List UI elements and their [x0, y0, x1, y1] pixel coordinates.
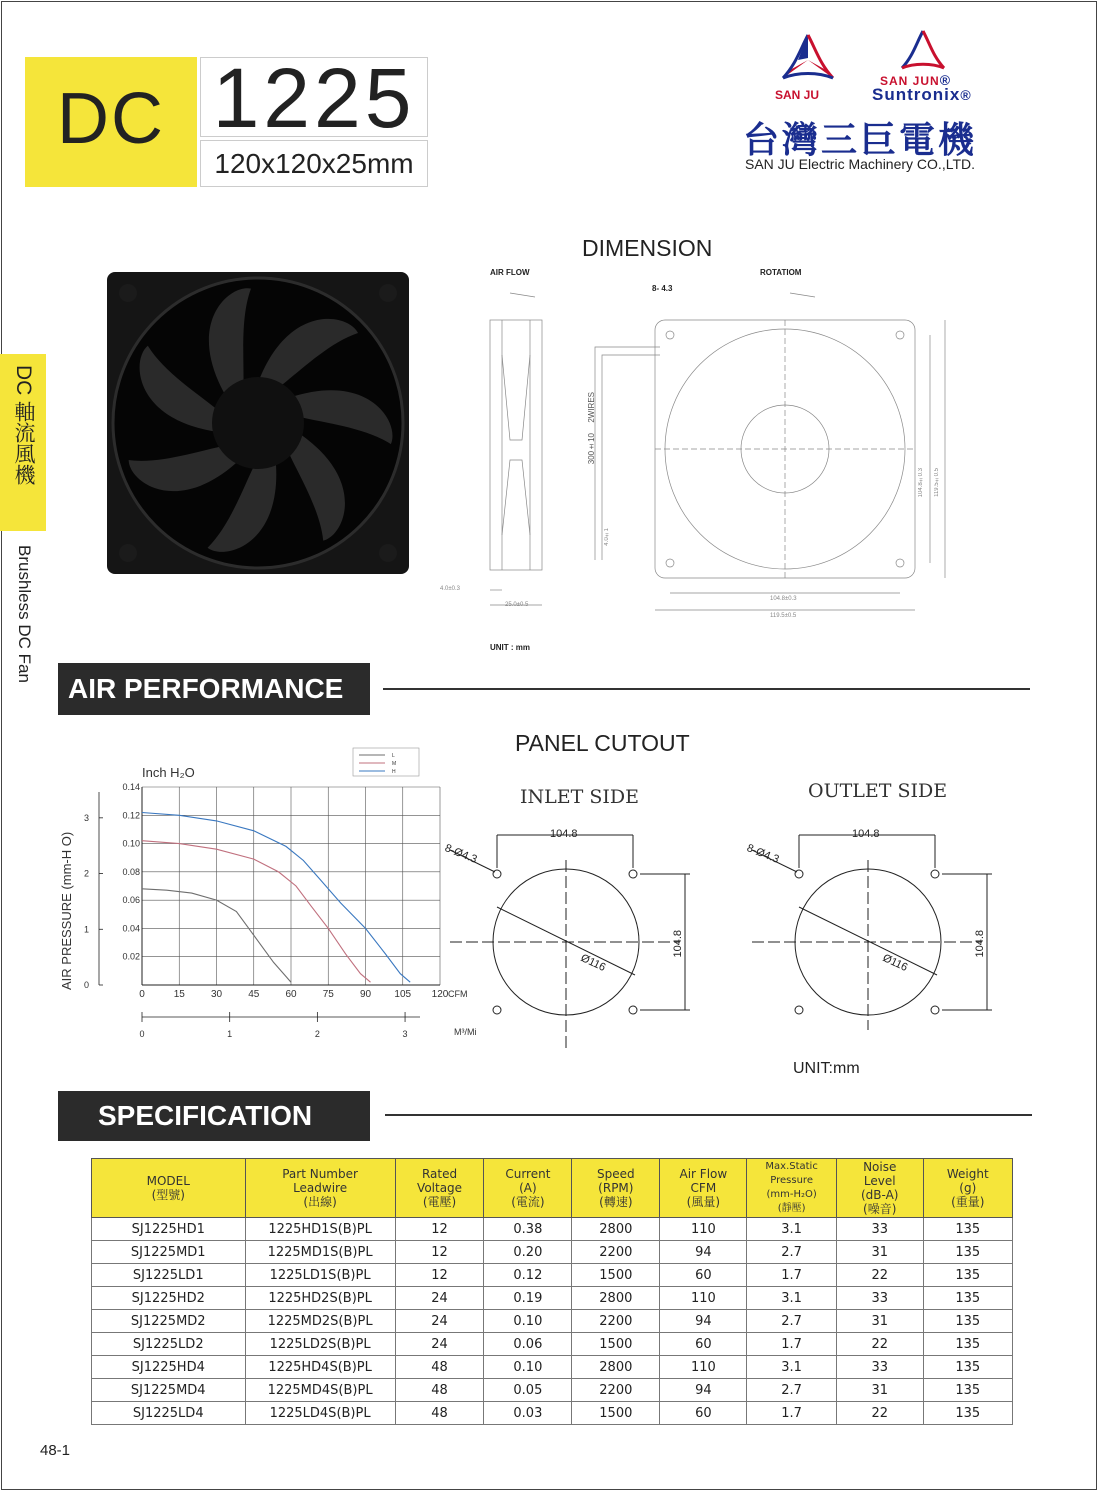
x-tick-label: 30 [210, 989, 223, 1000]
spec-cell: 0.06 [484, 1333, 572, 1356]
side-category-cn: DC 軸流風機 [12, 365, 35, 486]
spec-cell: 135 [923, 1379, 1012, 1402]
spec-cell: 135 [923, 1287, 1012, 1310]
lead-length-label: 300±10 [587, 433, 596, 465]
spec-header-text: CFM [690, 1181, 717, 1195]
spec-cell: 1.7 [747, 1264, 837, 1287]
legend-box [353, 748, 419, 776]
side-category-en: Brushless DC Fan [15, 545, 34, 683]
spec-header-cell [245, 1159, 395, 1218]
spec-cell: 24 [395, 1333, 484, 1356]
spec-header-text: MODEL [146, 1174, 190, 1188]
holes-label: 8- 4.3 [652, 284, 673, 293]
spec-cell: 33 [836, 1356, 923, 1379]
spec-cell: 3.1 [747, 1218, 837, 1241]
x-axis-label: CFM [448, 989, 468, 999]
spec-cell: SJ1225MD1 [92, 1241, 246, 1264]
y-tick-label-inch: 0.08 [122, 866, 140, 877]
spec-cell: 94 [660, 1241, 747, 1264]
spec-cell: 24 [395, 1287, 484, 1310]
spec-table [91, 1158, 1013, 1425]
spec-header-text: Part Number [282, 1167, 358, 1181]
spec-cell: 135 [923, 1402, 1012, 1425]
dim-side-b: 25.0±0.5 [505, 602, 529, 608]
company-name-en: SAN JU Electric Machinery CO.,LTD. [745, 156, 976, 172]
spec-row [92, 1379, 1013, 1402]
spec-header-cell [484, 1159, 572, 1218]
spec-body [92, 1218, 1013, 1425]
spec-cell: SJ1225MD4 [92, 1379, 246, 1402]
y-tick-label-inch: 0.02 [122, 951, 140, 962]
spec-cell: 22 [836, 1264, 923, 1287]
spec-cell: 60 [660, 1402, 747, 1425]
spec-cell: 0.20 [484, 1241, 572, 1264]
x-tick-label: 120 [431, 989, 449, 1000]
spec-cell: 1225LD4S(B)PL [245, 1402, 395, 1425]
spec-cell: 33 [836, 1218, 923, 1241]
spec-cell: 1225MD4S(B)PL [245, 1379, 395, 1402]
outlet-side-label: OUTLET SIDE [808, 780, 948, 802]
x2-tick-label: 0 [139, 1029, 145, 1039]
spec-cell: SJ1225LD4 [92, 1402, 246, 1425]
x-tick-label: 0 [139, 989, 145, 1000]
spec-header-cell [572, 1159, 660, 1218]
spec-cell: 22 [836, 1333, 923, 1356]
spec-cell: 0.05 [484, 1379, 572, 1402]
spec-cell: 48 [395, 1356, 484, 1379]
spec-header-text: (重量) [951, 1195, 985, 1209]
spec-cell: 2.7 [747, 1379, 837, 1402]
spec-header-row [92, 1159, 1013, 1218]
y-tick-label-mm: 2 [83, 868, 89, 879]
spec-cell: 0.19 [484, 1287, 572, 1310]
suntronix-logo-icon [898, 28, 948, 73]
san-ju-logo-icon [778, 30, 838, 90]
spec-cell: 48 [395, 1379, 484, 1402]
y-tick-label-inch: 0.12 [122, 810, 140, 821]
spec-row [92, 1241, 1013, 1264]
spec-cell: 2200 [572, 1241, 660, 1264]
page-number: 48-1 [40, 1442, 71, 1459]
spec-header-text: Pressure [770, 1175, 813, 1186]
spec-cell: 12 [395, 1218, 484, 1241]
x2-tick-label: 2 [314, 1029, 320, 1039]
spec-cell: 2.7 [747, 1310, 837, 1333]
x-tick-label: 90 [359, 989, 372, 1000]
y-tick-label-inch: 0.04 [122, 923, 140, 934]
inlet-width-label: 104.8 [550, 828, 578, 840]
fan-photo [106, 271, 410, 575]
spec-header-cell [92, 1159, 246, 1218]
spec-cell: 1500 [572, 1264, 660, 1287]
spec-cell: 135 [923, 1241, 1012, 1264]
spec-header-text: (噪音) [863, 1202, 897, 1216]
brand-san-ju: SAN JU [775, 88, 820, 102]
spec-cell: 0.10 [484, 1356, 572, 1379]
spec-header-text: Max.Static [765, 1161, 818, 1172]
spec-cell: 1225HD4S(B)PL [245, 1356, 395, 1379]
inlet-holes-label: 8-Ø4.3 [442, 842, 479, 866]
air-flow-label: AIR FLOW [490, 268, 530, 277]
spec-header-cell [747, 1159, 837, 1218]
spec-row [92, 1264, 1013, 1287]
dim-v-outer: 119.5±0.5 [934, 468, 940, 497]
spec-header-text: (型號) [151, 1188, 185, 1202]
spec-row [92, 1287, 1013, 1310]
spec-header-text: Leadwire [293, 1181, 348, 1195]
spec-header-text: (RPM) [598, 1181, 634, 1195]
spec-cell: 1225HD1S(B)PL [245, 1218, 395, 1241]
spec-cell: 1225MD1S(B)PL [245, 1241, 395, 1264]
spec-cell: 135 [923, 1333, 1012, 1356]
spec-cell: 94 [660, 1379, 747, 1402]
spec-header-text: Noise [863, 1160, 897, 1174]
series-label: DC [57, 79, 165, 159]
spec-cell: 1225LD2S(B)PL [245, 1333, 395, 1356]
rotation-label: ROTATIOM [760, 268, 802, 277]
model-number: 1225 [200, 57, 428, 137]
spec-cell: 33 [836, 1287, 923, 1310]
spec-cell: 0.10 [484, 1310, 572, 1333]
dim-outer: 119.5±0.5 [770, 613, 797, 619]
y-axis-label: AIR PRESSURE (mm-H O) [59, 831, 74, 990]
spec-header-cell [395, 1159, 484, 1218]
spec-cell: 110 [660, 1356, 747, 1379]
y-tick-label-inch: 0.10 [122, 838, 140, 849]
spec-header-text: (電壓) [422, 1195, 457, 1209]
spec-header-text: Rated [421, 1167, 458, 1181]
spec-header-text: (A) [519, 1181, 537, 1195]
spec-cell: 48 [395, 1402, 484, 1425]
y2-axis-label: Inch H₂O [142, 765, 195, 780]
spec-cell: 110 [660, 1218, 747, 1241]
spec-cell: SJ1225HD2 [92, 1287, 246, 1310]
x2-tick-label: 3 [402, 1029, 408, 1039]
spec-header-text: Voltage [417, 1181, 463, 1195]
spec-cell: 94 [660, 1310, 747, 1333]
spec-cell: 31 [836, 1379, 923, 1402]
y-tick-label-inch: 0.06 [122, 895, 140, 906]
spec-cell: 135 [923, 1356, 1012, 1379]
legend-label: M [392, 761, 397, 767]
y-tick-label-mm: 1 [83, 924, 89, 935]
spec-cell: SJ1225LD1 [92, 1264, 246, 1287]
legend-label: H [392, 769, 396, 775]
specification-banner: SPECIFICATION [58, 1091, 370, 1141]
spec-header-cell [660, 1159, 747, 1218]
spec-header-text: Level [863, 1174, 896, 1188]
spec-table-wrap [91, 1158, 1013, 1425]
spec-cell: 0.03 [484, 1402, 572, 1425]
spec-cell: SJ1225MD2 [92, 1310, 246, 1333]
outlet-height-label: 104.8 [974, 930, 986, 958]
spec-cell: 31 [836, 1310, 923, 1333]
spec-header-text: (轉速) [599, 1195, 633, 1209]
x-tick-label: 60 [285, 989, 297, 1000]
brand-suntronix: Suntronix® [872, 85, 972, 104]
legend-label: L [392, 753, 395, 759]
y-tick-label-inch: 0.14 [122, 782, 140, 792]
cutout-unit: UNIT:mm [793, 1060, 860, 1077]
spec-cell: 2.7 [747, 1241, 837, 1264]
dim-lead: 4.0±1 [604, 528, 610, 546]
inlet-side-label: INLET SIDE [520, 786, 639, 808]
spec-header-text: Speed [597, 1167, 635, 1181]
spec-header-text: (dB-A) [860, 1188, 899, 1202]
dimension-drawing [430, 285, 960, 625]
spec-header-text: (靜壓) [777, 1203, 806, 1214]
company-name-cn: 台灣三巨電機 [743, 119, 978, 160]
spec-cell: 2800 [572, 1356, 660, 1379]
air-performance-chart [55, 745, 480, 1045]
dimension-title: DIMENSION [582, 235, 713, 261]
spec-cell: SJ1225LD2 [92, 1333, 246, 1356]
spec-row [92, 1310, 1013, 1333]
wires-label: 2WIRES [587, 392, 596, 423]
spec-header-cell [923, 1159, 1012, 1218]
spec-row [92, 1333, 1013, 1356]
panel-cutout-title: PANEL CUTOUT [515, 730, 690, 756]
air-performance-rule [383, 688, 1030, 690]
spec-cell: 60 [660, 1333, 747, 1356]
x-tick-label: 15 [173, 989, 185, 1000]
outlet-diameter-label: Ø116 [880, 952, 910, 974]
x-tick-label: 45 [248, 989, 260, 1000]
spec-cell: 22 [836, 1402, 923, 1425]
spec-header-text: Current [505, 1167, 551, 1181]
specification-rule [385, 1114, 1032, 1116]
spec-cell: 110 [660, 1287, 747, 1310]
spec-cell: 1.7 [747, 1402, 837, 1425]
spec-cell: 0.12 [484, 1264, 572, 1287]
spec-cell: 135 [923, 1264, 1012, 1287]
spec-cell: 2800 [572, 1287, 660, 1310]
spec-cell: 2200 [572, 1379, 660, 1402]
outlet-width-label: 104.8 [852, 828, 880, 840]
spec-header-text: (mm-H₂O) [766, 1189, 817, 1200]
dim-v-hole: 104.8±0.3 [918, 468, 924, 498]
inlet-height-label: 104.8 [672, 930, 684, 958]
spec-cell: 12 [395, 1241, 484, 1264]
spec-cell: 60 [660, 1264, 747, 1287]
spec-cell: 1500 [572, 1333, 660, 1356]
spec-cell: 135 [923, 1218, 1012, 1241]
dim-side-a: 4.0±0.3 [440, 586, 460, 592]
spec-cell: SJ1225HD1 [92, 1218, 246, 1241]
spec-row [92, 1356, 1013, 1379]
spec-cell: 3.1 [747, 1287, 837, 1310]
inlet-diameter-label: Ø116 [578, 952, 608, 974]
y-tick-label-mm: 0 [83, 980, 89, 990]
spec-cell: 3.1 [747, 1356, 837, 1379]
x2-tick-label: 1 [227, 1029, 233, 1039]
model-size: 120x120x25mm [200, 140, 428, 187]
spec-cell: 1500 [572, 1402, 660, 1425]
spec-row [92, 1218, 1013, 1241]
series-line-m [142, 841, 371, 983]
spec-cell: 2800 [572, 1218, 660, 1241]
spec-cell: 12 [395, 1264, 484, 1287]
brand-san-jun: SAN JUN® [880, 72, 952, 88]
spec-cell: 31 [836, 1241, 923, 1264]
spec-header-cell [836, 1159, 923, 1218]
spec-header-text: (g) [959, 1181, 977, 1195]
spec-cell: 1225MD2S(B)PL [245, 1310, 395, 1333]
x-tick-label: 75 [322, 989, 334, 1000]
spec-header-text: Weight [946, 1167, 989, 1181]
dim-hole-spacing: 104.8±0.3 [770, 596, 797, 602]
spec-cell: SJ1225HD4 [92, 1356, 246, 1379]
outlet-holes-label: 8-Ø4.3 [744, 842, 781, 866]
x2-axis-label: M³/Mi [454, 1027, 477, 1037]
spec-cell: 1225HD2S(B)PL [245, 1287, 395, 1310]
spec-cell: 24 [395, 1310, 484, 1333]
dimension-unit: UNIT : mm [490, 643, 530, 652]
air-performance-banner: AIR PERFORMANCE [58, 663, 370, 715]
spec-cell: 135 [923, 1310, 1012, 1333]
spec-header-text: (風量) [686, 1195, 721, 1209]
spec-cell: 0.38 [484, 1218, 572, 1241]
spec-cell: 1225LD1S(B)PL [245, 1264, 395, 1287]
spec-cell: 2200 [572, 1310, 660, 1333]
spec-header-text: (出線) [303, 1195, 337, 1209]
spec-header-text: (電流) [511, 1195, 545, 1209]
y-tick-label-mm: 3 [83, 812, 89, 823]
x-tick-label: 105 [394, 989, 412, 1000]
spec-row [92, 1402, 1013, 1425]
spec-cell: 1.7 [747, 1333, 837, 1356]
spec-header-text: Air Flow [679, 1167, 728, 1181]
